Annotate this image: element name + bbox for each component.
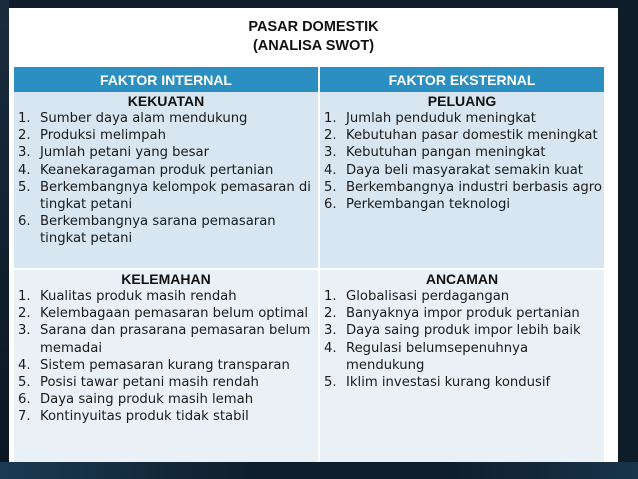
list-item-number: 1. xyxy=(324,111,337,126)
list-item-text: Kualitas produk masih rendah xyxy=(40,289,237,304)
list-item xyxy=(320,144,604,161)
swot-table xyxy=(14,67,604,467)
list-item xyxy=(320,340,604,374)
opportunities-cell xyxy=(319,92,604,269)
list-item-number: 3. xyxy=(18,145,31,161)
list-item-number: 1. xyxy=(18,111,31,126)
list-item-text: Daya beli masyarakat semakin kuat xyxy=(346,162,583,178)
list-item-number: 1. xyxy=(18,289,31,304)
strengths-list xyxy=(14,110,318,248)
list-item-number: 2. xyxy=(18,306,31,322)
list-item-number: 3. xyxy=(324,145,337,161)
list-item-text: Berkembangnya sarana pemasaran tingkat petani xyxy=(40,214,276,247)
list-item-number: 5. xyxy=(324,179,337,195)
weaknesses-heading: KELEMAHAN xyxy=(121,271,211,287)
list-item-text: Kontinyuitas produk tidak stabil xyxy=(40,409,249,425)
strengths-heading: KEKUATAN xyxy=(127,93,205,109)
list-item-number: 1. xyxy=(324,289,337,304)
list-item xyxy=(14,179,318,213)
list-item-number: 5. xyxy=(18,375,31,391)
list-item xyxy=(320,288,604,305)
list-item xyxy=(320,305,604,322)
opportunities-list xyxy=(320,110,604,213)
list-item xyxy=(14,110,318,127)
list-item-text: Kebutuhan pasar domestik meningkat xyxy=(346,128,598,144)
list-item-text: Sarana dan prasarana pemasaran belum memadai xyxy=(40,323,311,356)
list-item-number: 4. xyxy=(18,162,31,178)
list-item-number: 5. xyxy=(324,375,337,391)
slide xyxy=(9,8,618,462)
list-item xyxy=(14,127,318,144)
list-item-text: Sumber daya alam mendukung xyxy=(40,111,248,126)
list-item-text: Kebutuhan pangan meningkat xyxy=(346,145,546,161)
list-item-text: Jumlah penduduk meningkat xyxy=(346,111,536,126)
header-external: FAKTOR EKSTERNAL xyxy=(319,67,604,92)
list-item-number: 2. xyxy=(324,306,337,322)
list-item-text: Keanekaragaman produk pertanian xyxy=(40,162,274,178)
slide-frame-bottom xyxy=(0,462,638,479)
list-item-text: Sistem pemasaran kurang transparan xyxy=(40,357,290,373)
title-line-1: PASAR DOMESTIK xyxy=(248,19,379,35)
list-item xyxy=(14,213,318,247)
opportunities-heading: PELUANG xyxy=(427,93,497,109)
list-item xyxy=(14,391,318,408)
list-item-number: 6. xyxy=(18,392,31,408)
list-item xyxy=(320,162,604,179)
list-item xyxy=(320,110,604,127)
list-item-number: 3. xyxy=(324,323,337,339)
threats-heading: ANCAMAN xyxy=(425,271,499,287)
list-item xyxy=(14,162,318,179)
list-item xyxy=(320,322,604,339)
title-line-2: (ANALISA SWOT) xyxy=(252,38,375,54)
slide-title xyxy=(9,18,618,56)
swot-row-bottom xyxy=(14,269,604,466)
list-item xyxy=(320,196,604,213)
threats-cell xyxy=(319,269,604,466)
weaknesses-list xyxy=(14,288,318,426)
slide-frame-left xyxy=(0,0,9,479)
list-item xyxy=(14,305,318,322)
weaknesses-cell xyxy=(14,269,319,466)
list-item-text: Produksi melimpah xyxy=(40,128,166,144)
list-item-number: 5. xyxy=(18,179,31,195)
list-item-number: 4. xyxy=(18,357,31,373)
swot-row-top xyxy=(14,92,604,269)
list-item xyxy=(14,374,318,391)
list-item-number: 6. xyxy=(324,197,337,213)
list-item-number: 2. xyxy=(324,128,337,144)
list-item-text: Perkembangan teknologi xyxy=(346,197,511,213)
list-item-text: Jumlah petani yang besar xyxy=(40,145,210,161)
list-item xyxy=(14,144,318,161)
list-item-text: Posisi tawar petani masih rendah xyxy=(40,375,259,391)
list-item-text: Daya saing produk impor lebih baik xyxy=(346,323,581,339)
list-item-text: Banyaknya impor produk pertanian xyxy=(346,306,580,322)
list-item-text: Berkembangnya kelompok pemasaran di tingkat petani xyxy=(40,179,311,213)
list-item xyxy=(14,322,318,356)
list-item-text: Kelembagaan pemasaran belum optimal xyxy=(40,306,309,322)
strengths-cell xyxy=(14,92,319,269)
list-item xyxy=(320,127,604,144)
list-item-text: Iklim investasi kurang kondusif xyxy=(346,375,551,391)
list-item-number: 2. xyxy=(18,128,31,144)
list-item-number: 6. xyxy=(18,214,31,230)
list-item-number: 7. xyxy=(18,409,31,425)
list-item-number: 4. xyxy=(324,340,337,356)
list-item xyxy=(14,357,318,374)
list-item xyxy=(14,288,318,305)
list-item xyxy=(14,408,318,425)
list-item-text: Regulasi belumsepenuhnya mendukung xyxy=(346,340,529,373)
list-item-text: Daya saing produk masih lemah xyxy=(40,392,254,408)
threats-list xyxy=(320,288,604,391)
list-item-text: Berkembangnya industri berbasis agro xyxy=(346,179,603,195)
list-item-number: 4. xyxy=(324,162,337,178)
header-row xyxy=(14,67,604,92)
list-item xyxy=(320,374,604,391)
list-item xyxy=(320,179,604,196)
header-internal: FAKTOR INTERNAL xyxy=(14,67,319,92)
list-item-number: 3. xyxy=(18,323,31,339)
list-item-text: Globalisasi perdagangan xyxy=(346,289,510,304)
